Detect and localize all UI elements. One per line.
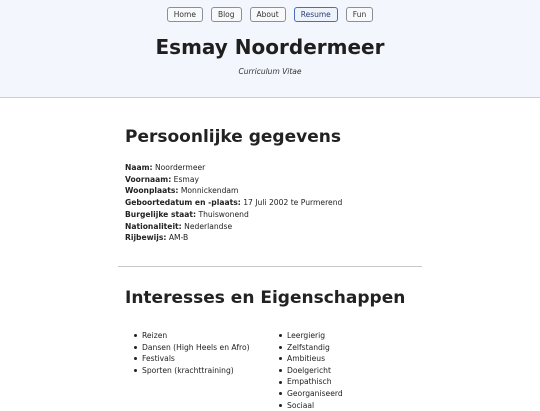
interests-section-heading: Interesses en Eigenschappen	[125, 288, 406, 308]
list-item: Doelgericht	[277, 365, 343, 377]
page-header	[0, 0, 540, 98]
list-item: Reizen	[132, 330, 250, 342]
info-row-birth	[125, 197, 425, 209]
personal-section-heading: Persoonlijke gegevens	[125, 127, 341, 147]
list-item: Georganiseerd	[277, 388, 343, 400]
page-title: Esmay Noordermeer	[155, 35, 385, 59]
info-row-name	[125, 162, 425, 174]
list-item: Ambitieus	[277, 353, 343, 365]
info-label: Naam:	[125, 163, 153, 172]
nav-about-button[interactable]: About	[250, 7, 286, 22]
info-row-residence	[125, 185, 425, 197]
info-label: Woonplaats:	[125, 186, 179, 196]
info-value: AM-B	[168, 233, 189, 243]
list-item: Festivals	[132, 353, 250, 365]
page-subtitle: Curriculum Vitae	[238, 67, 302, 76]
info-value: Esmay	[173, 174, 199, 184]
info-label: Rijbewijs:	[125, 233, 167, 243]
nav-fun-button[interactable]: Fun	[346, 7, 373, 22]
info-row-license	[125, 232, 425, 244]
traits-list	[277, 330, 343, 411]
info-row-firstname	[125, 174, 425, 186]
list-item: Zelfstandig	[277, 342, 343, 354]
info-label: Burgelijke staat:	[125, 209, 197, 219]
info-value: Monnickendam	[180, 186, 239, 196]
info-value: 17 Juli 2002 te Purmerend	[243, 198, 343, 208]
info-label: Voornaam:	[125, 174, 172, 184]
nav-home-button[interactable]: Home	[167, 7, 203, 22]
list-item: Sociaal	[277, 400, 343, 411]
section-divider	[118, 266, 422, 267]
list-item: Empathisch	[277, 376, 343, 388]
top-nav	[0, 7, 540, 22]
info-label: Geboortedatum en -plaats:	[125, 198, 241, 208]
info-value: Thuiswonend	[198, 209, 249, 219]
nav-blog-button[interactable]: Blog	[211, 7, 242, 22]
interests-list	[132, 330, 250, 376]
info-value: Nederlandse	[184, 221, 233, 231]
info-value: Noordermeer	[154, 163, 206, 172]
list-item: Dansen (High Heels en Afro)	[132, 342, 250, 354]
personal-info-list	[125, 162, 425, 244]
list-item: Sporten (krachttraining)	[132, 365, 250, 377]
info-label: Nationaliteit:	[125, 221, 182, 231]
nav-resume-button[interactable]: Resume	[294, 7, 338, 22]
info-row-civil-status	[125, 209, 425, 221]
list-item: Leergierig	[277, 330, 343, 342]
info-row-nationality	[125, 221, 425, 233]
